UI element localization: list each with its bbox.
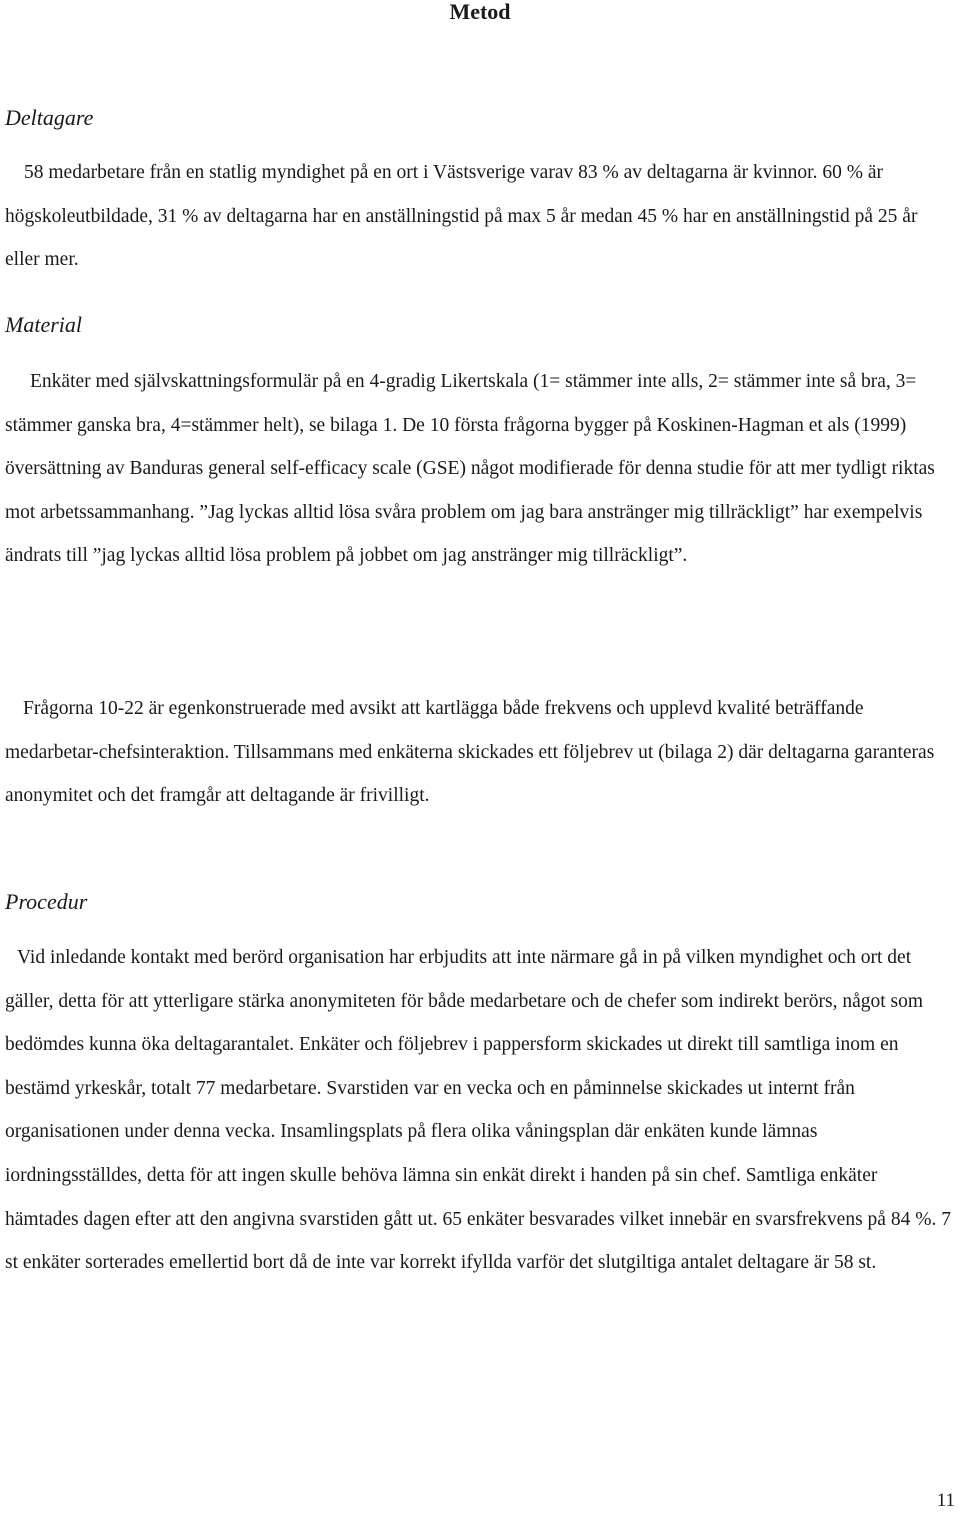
section-heading-deltagare: Deltagare xyxy=(5,105,94,130)
page-title: Metod xyxy=(449,0,511,24)
paragraph-procedur: Vid inledande kontakt med berörd organisation har erbjudits att inte närmare gå in på vilken myndighet och ort det gäller, detta för att ytterligare stärka anonymiteten för både medarbetare och de chefer som indirekt berörs, något som bedömdes kunna öka deltagarantalet. Enkäter och följebrev i pappersform skickades ut direkt till samtliga inom en bestämd yrkeskår, totalt 77 medarbetare. Svarstiden var en vecka och en påminnelse skickades ut internt från organisationen under denna vecka. Insamlingsplats på flera olika våningsplan där enkäten kunde lämnas iordningsställdes, detta för att ingen skulle behöva lämna sin enkät direkt i handen på sin chef. Samtliga enkäter hämtades dagen efter att den angivna svarstiden gått ut. 65 enkäter besvarades vilket innebär en svarsfrekvens på 84 %. 7 st enkäter sorterades emellertid bort då de inte var korrekt ifyllda varför det slutgiltiga antalet deltagare är 58 st. xyxy=(5,947,951,1274)
section-heading-material: Material xyxy=(5,312,82,337)
paragraph-deltagare: 58 medarbetare från en statlig myndighet på en ort i Västsverige varav 83 % av deltagarna är kvinnor. 60 % är högskoleutbildade, 31 % av deltagarna har en anställningstid på max 5 år medan 45 % har en anställningstid på 25 år eller mer. xyxy=(5,162,918,271)
page-number: 11 xyxy=(936,1490,955,1511)
paragraph-material-2: Frågorna 10-22 är egenkonstruerade med avsikt att kartlägga både frekvens och upplevd kvalité beträffande medarbetar-chefsinteraktion. Tillsammans med enkäterna skickades ett följebrev ut (bilaga 2) där deltagarna garanteras anonymitet och det framgår att deltagande är frivilligt. xyxy=(5,698,935,807)
section-heading-procedur: Procedur xyxy=(5,889,88,914)
paragraph-material-1: Enkäter med självskattningsformulär på en 4-gradig Likertskala (1= stämmer inte alls, 2= stämmer inte så bra, 3= stämmer ganska bra, 4=stämmer helt), se bilaga 1. De 10 första frågorna bygger på Koskinen-Hagman et als (1999) översättning av Banduras general self-efficacy scale (GSE) något modifierade för denna studie för att mer tydligt riktas mot arbetssammanhang. ”Jag lyckas alltid lösa svåra problem om jag bara anstränger mig tillräckligt” har exempelvis ändrats till ”jag lyckas alltid lösa problem på jobbet om jag anstränger mig tillräckligt”. xyxy=(5,371,935,567)
